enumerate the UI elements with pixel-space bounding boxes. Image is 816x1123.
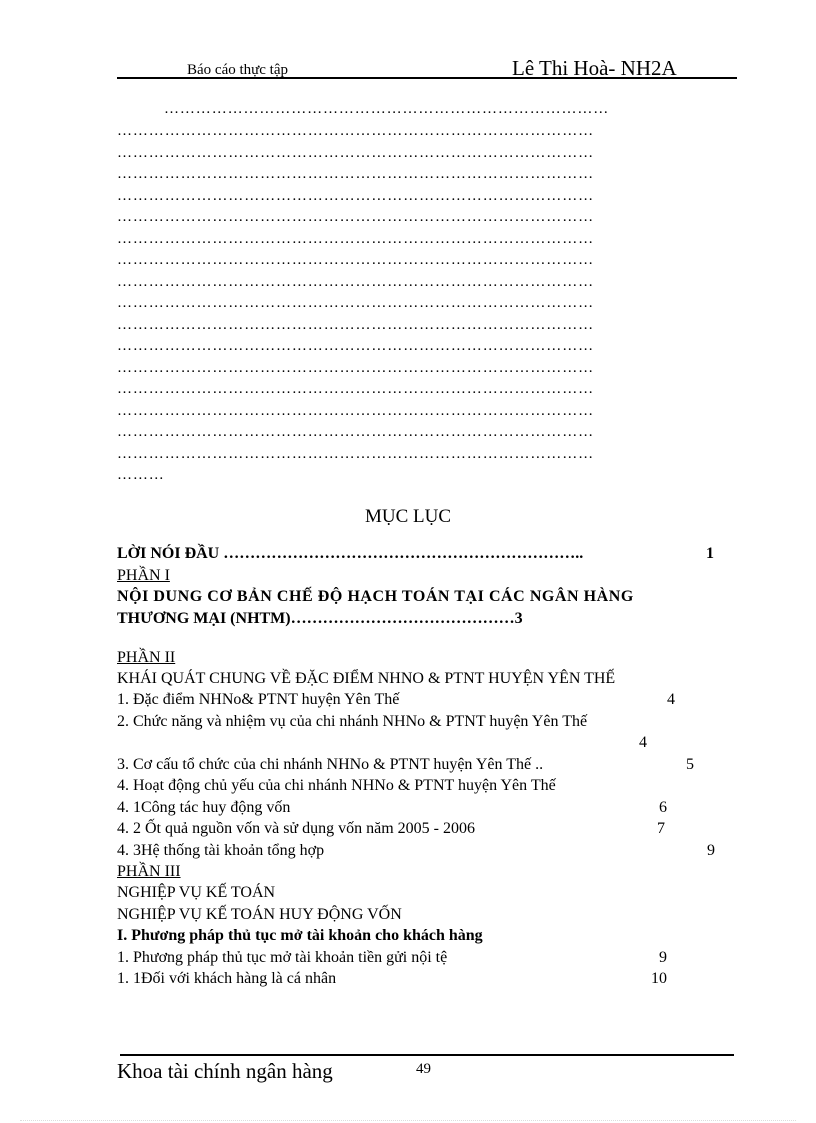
toc-entry: 1. Đặc điểm NHNo& PTNT huyện Yên Thế bbox=[117, 691, 400, 708]
footer-rule bbox=[120, 1054, 734, 1056]
footer-department: Khoa tài chính ngân hàng bbox=[117, 1059, 333, 1083]
toc-entry: 1. 1Đối với khách hàng là cá nhân bbox=[117, 970, 337, 987]
dotted-line: ……………………………………………………………………………… bbox=[117, 360, 594, 376]
toc-page-number: 9 bbox=[659, 949, 667, 966]
dotted-line: ……………………………………………………………………………… bbox=[117, 274, 594, 290]
page-edge bbox=[20, 1120, 796, 1121]
toc-entry: 4. 1Công tác huy động vốn bbox=[117, 799, 291, 816]
header-report-label: Báo cáo thực tập bbox=[187, 62, 289, 78]
header-rule bbox=[117, 77, 737, 79]
toc-part-title: NGHIỆP VỤ KẾ TOÁN bbox=[117, 884, 276, 901]
dotted-line: ……………………………………………………………………………… bbox=[117, 123, 594, 139]
toc-entry: 4. 3Hệ thống tài khoản tổng hợp bbox=[117, 842, 325, 859]
toc-title: MỤC LỤC bbox=[364, 506, 452, 527]
toc-entry: 4. Hoạt động chủ yếu của chi nhánh NHNo & PTNT huyện Yên Thế bbox=[117, 777, 556, 794]
dotted-line-end: ……… bbox=[117, 467, 165, 483]
dotted-line: ……………………………………………………………………………… bbox=[117, 231, 594, 247]
dotted-line: ……………………………………………………………………………… bbox=[117, 188, 594, 204]
dotted-line: ……………………………………………………………………………… bbox=[117, 446, 594, 462]
toc-page-number: 10 bbox=[651, 970, 667, 987]
dotted-line: ……………………………………………………………………………… bbox=[117, 145, 594, 161]
toc-part-title: NGHIỆP VỤ KẾ TOÁN HUY ĐỘNG VỐN bbox=[117, 906, 402, 923]
toc-part-heading: PHẦN I bbox=[117, 567, 170, 584]
dotted-line: ……………………………………………………………………………… bbox=[117, 403, 594, 419]
toc-entry: 2. Chức năng và nhiệm vụ của chi nhánh NHNo & PTNT huyện Yên Thế bbox=[117, 713, 588, 730]
dotted-line: ……………………………………………………………………………… bbox=[117, 424, 594, 440]
toc-part-title: THƯƠNG MẠI (NHTM)……………………………………3 bbox=[117, 610, 523, 627]
footer-page-number: 49 bbox=[416, 1061, 431, 1077]
toc-part-title: KHÁI QUÁT CHUNG VỀ ĐẶC ĐIỂM NHNO & PTNT HUYỆN YÊN THẾ bbox=[117, 670, 616, 687]
toc-section-title: I. Phương pháp thủ tục mở tài khoản cho khách hàng bbox=[117, 927, 483, 944]
toc-page-number: 5 bbox=[686, 756, 694, 773]
toc-part-title: NỘI DUNG CƠ BẢN CHẾ ĐỘ HẠCH TOÁN TẠI CÁC NGÂN HÀNG bbox=[117, 588, 634, 605]
toc-page-number: 1 bbox=[706, 545, 714, 562]
dotted-line: ……………………………………………………………………………… bbox=[117, 166, 594, 182]
dotted-line: ……………………………………………………………………………… bbox=[117, 295, 594, 311]
toc-page-number: 7 bbox=[657, 820, 665, 837]
dotted-line: ……………………………………………………………………………… bbox=[117, 252, 594, 268]
toc-page-number: 4 bbox=[667, 691, 675, 708]
dotted-line: ……………………………………………………………………………… bbox=[117, 209, 594, 225]
toc-entry-intro: LỜI NÓI ĐẦU ………………………………………………………….. bbox=[117, 545, 584, 562]
dotted-line: ……………………………………………………………………………… bbox=[117, 381, 594, 397]
toc-entry: 4. 2 Ốt quả nguồn vốn và sử dụng vốn năm 2005 - 2006 bbox=[117, 820, 475, 837]
toc-entry: 3. Cơ cấu tổ chức của chi nhánh NHNo & PTNT huyện Yên Thế .. bbox=[117, 756, 544, 773]
toc-page-number: 4 bbox=[639, 734, 647, 751]
toc-page-number: 6 bbox=[659, 799, 667, 816]
dotted-line: ……………………………………………………………………………… bbox=[117, 317, 594, 333]
dotted-line: ………………………………………………………………………… bbox=[164, 101, 610, 117]
toc-page-number: 9 bbox=[707, 842, 715, 859]
dotted-line: ……………………………………………………………………………… bbox=[117, 338, 594, 354]
toc-part-heading: PHẦN II bbox=[117, 649, 176, 666]
toc-part-heading: PHẦN III bbox=[117, 863, 181, 880]
toc-entry: 1. Phương pháp thủ tục mở tài khoản tiền gửi nội tệ bbox=[117, 949, 448, 966]
header-author: Lê Thi Hoà- NH2A bbox=[512, 56, 677, 80]
